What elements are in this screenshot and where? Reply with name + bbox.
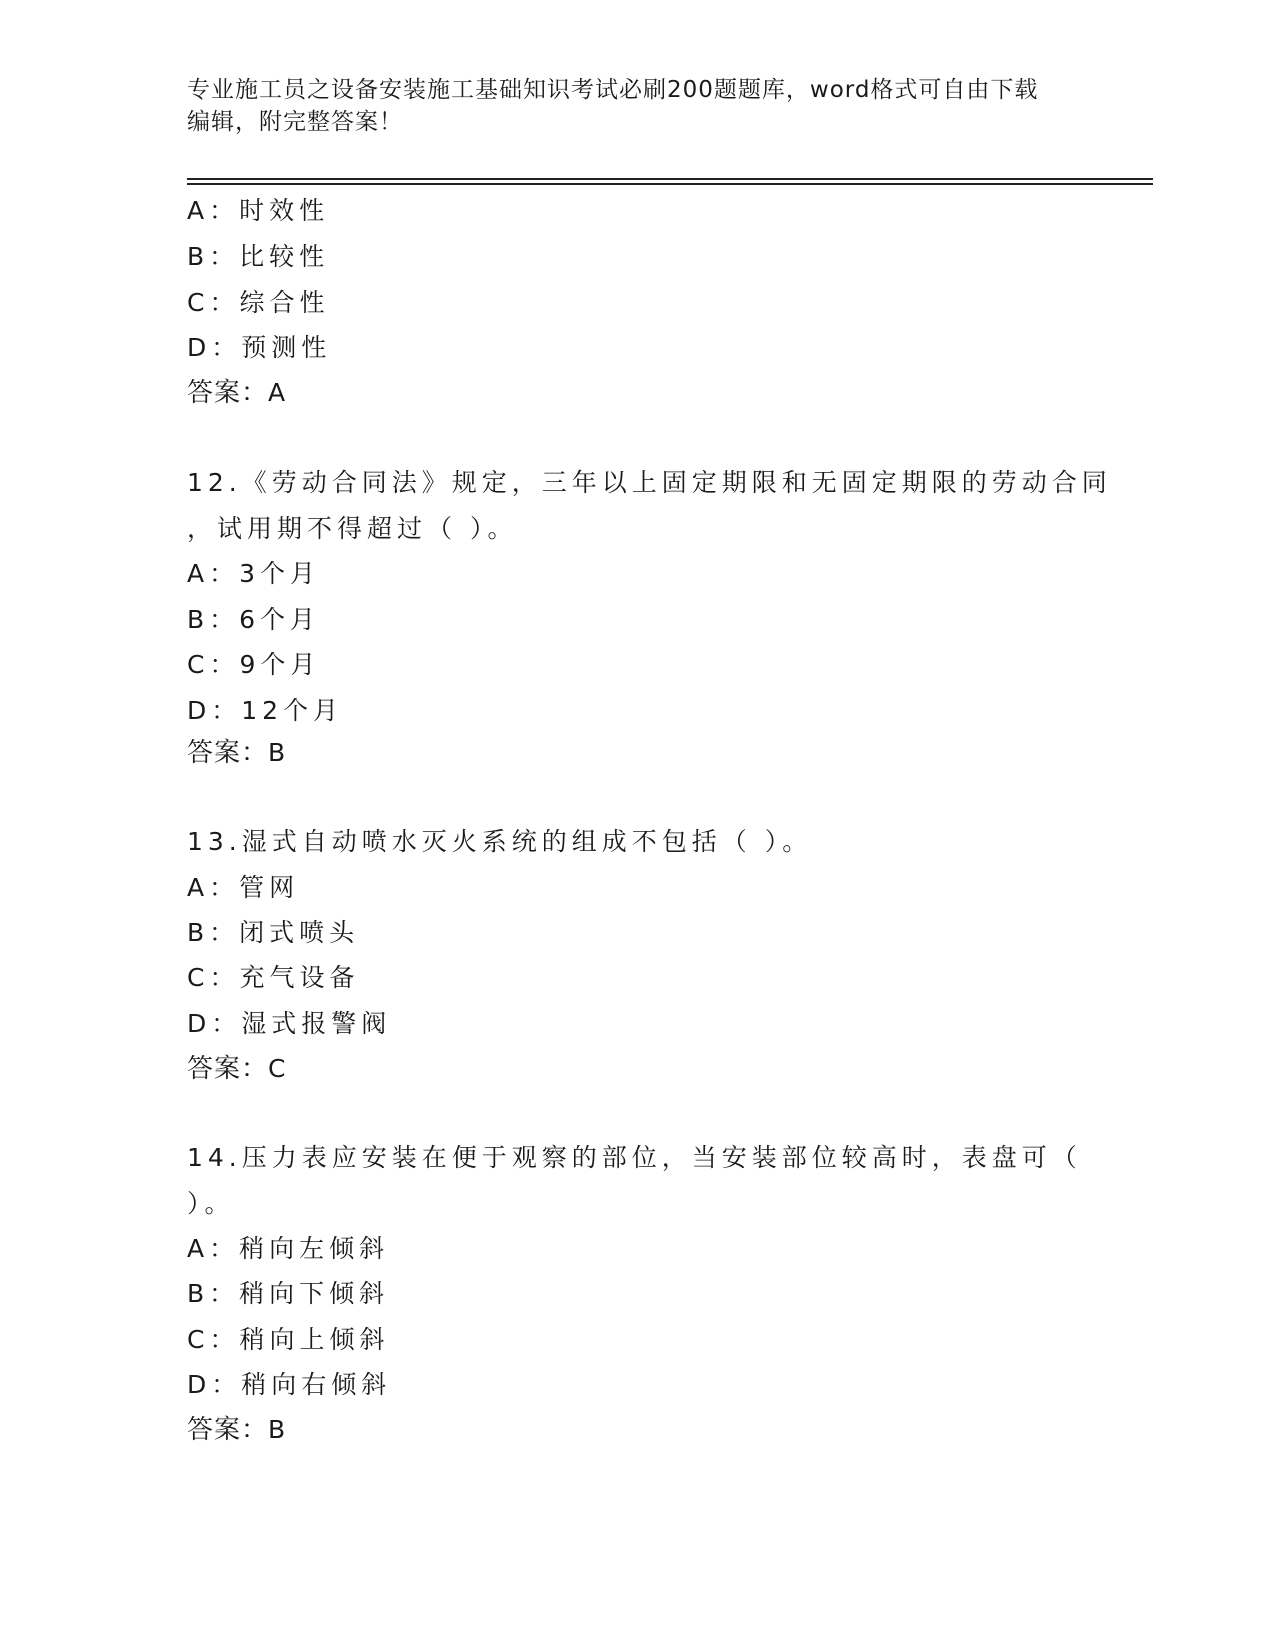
- q13-answer-value: C: [268, 1054, 287, 1083]
- q14-answer: [187, 1407, 1087, 1453]
- q12-stem-line-2: ，试用期不得超过（ ）。: [187, 514, 518, 543]
- q12-option-b: B：6个月: [187, 605, 321, 634]
- q11-option-b: B：比较性: [187, 242, 330, 271]
- q12-answer-value: B: [268, 738, 287, 767]
- q12-option-a: A：3个月: [187, 559, 321, 588]
- q12-answer-label: 答案：: [187, 738, 269, 768]
- header-rule-bottom: [187, 183, 1153, 185]
- q14-option-c: C：稍向上倾斜: [187, 1325, 390, 1354]
- q11-answer-label: 答案：: [187, 378, 269, 408]
- q12-stem-line-1: 12.《劳动合同法》规定，三年以上固定期限和无固定期限的劳动合同: [187, 468, 1112, 497]
- q11-option-a: A：时效性: [187, 196, 330, 225]
- q11-option-d: D：预测性: [187, 333, 332, 362]
- q12-answer: [187, 730, 1087, 776]
- header-line-1: 专业施工员之设备安装施工基础知识考试必刷200题题库，word格式可自由下载: [187, 77, 1039, 103]
- q12-option-c: C：9个月: [187, 650, 321, 679]
- q11-answer-value: A: [268, 378, 287, 407]
- header-line-2: 编辑，附完整答案！: [187, 109, 403, 135]
- q14-option-b: B：稍向下倾斜: [187, 1279, 390, 1308]
- q14-answer-label: 答案：: [187, 1415, 269, 1445]
- document-header: [187, 74, 1087, 138]
- q12-option-d: D：12个月: [187, 696, 344, 725]
- q13-option-c: C：充气设备: [187, 963, 360, 992]
- q13-answer: [187, 1046, 1087, 1092]
- q14-answer-value: B: [268, 1415, 287, 1444]
- q14-option-d: D：稍向右倾斜: [187, 1370, 392, 1399]
- q14-stem-line-2: ）。: [187, 1189, 235, 1218]
- q13-option-a: A：管网: [187, 873, 300, 902]
- q11-answer: [187, 370, 1087, 416]
- q13-option-b: B：闭式喷头: [187, 918, 360, 947]
- q14-option-a: A：稍向左倾斜: [187, 1234, 390, 1263]
- q13-option-d: D：湿式报警阀: [187, 1009, 392, 1038]
- q14-stem-line-1: 14.压力表应安装在便于观察的部位，当安装部位较高时，表盘可（: [187, 1143, 1082, 1172]
- q13-stem-line-1: 13.湿式自动喷水灭火系统的组成不包括（ ）。: [187, 827, 813, 856]
- header-rule-top: [187, 178, 1153, 180]
- q13-answer-label: 答案：: [187, 1054, 269, 1084]
- q11-option-c: C：综合性: [187, 288, 330, 317]
